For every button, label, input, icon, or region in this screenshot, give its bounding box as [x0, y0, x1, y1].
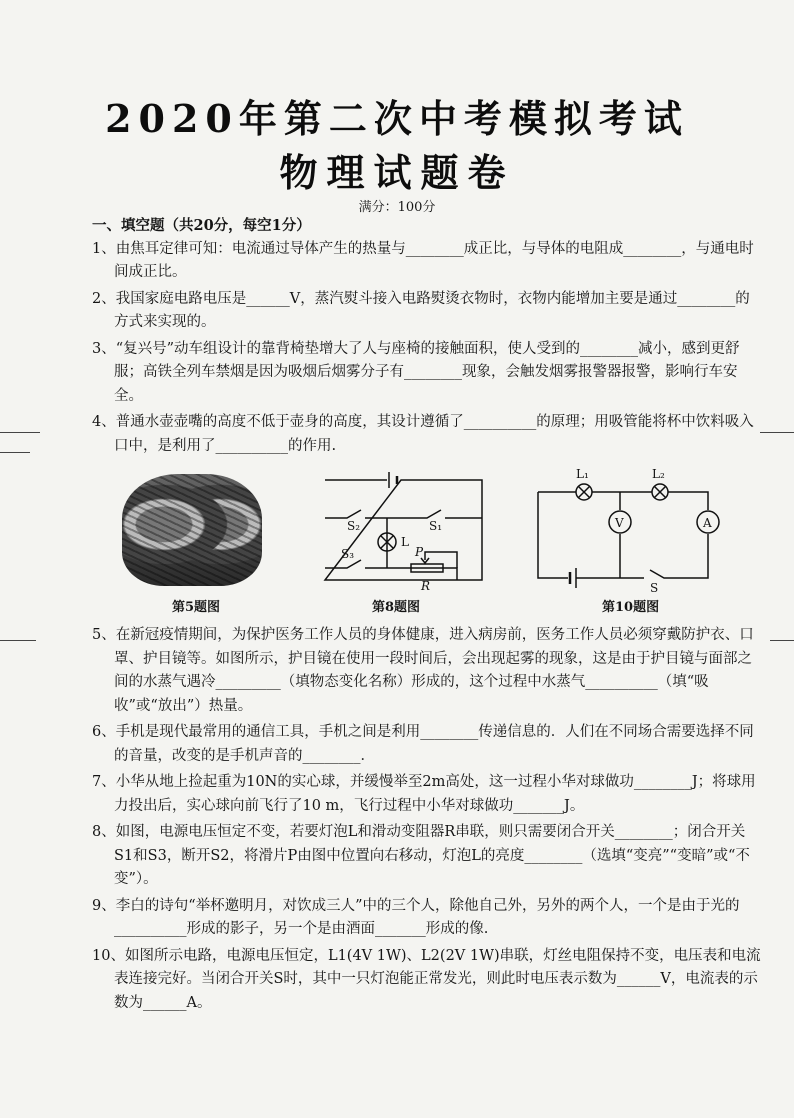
label-l1: L₁ [576, 468, 589, 481]
circuit-diagram-8 [317, 468, 487, 596]
figure-row [92, 468, 764, 620]
binding-margin-mark [770, 640, 794, 641]
exam-title: 2020年第二次中考模拟考试 [105, 96, 689, 141]
exam-subtitle: 物理试题卷 [279, 150, 515, 195]
goggles-image [122, 474, 262, 586]
question-3: 3、“复兴号”动车组设计的靠背椅垫增大了人与座椅的接触面积，使人受到的________减小，感到更舒服；高铁全列车禁烟是因为吸烟后烟雾分子有________现象，会触发烟雾报警器报警，影响行车安全。 [92, 340, 740, 404]
question-2: 2、我国家庭电路电压是______V，蒸汽熨斗接入电路熨烫衣物时，衣物内能增加主要是通过________的方式来实现的。 [92, 290, 750, 330]
question-7: 7、小华从地上捡起重为10N的实心球，并缓慢举至2m高处，这一过程小华对球做功________J；将球用力投出后，实心球向前飞行了10 m，飞行过程中小华对球做功_______J。 [92, 774, 756, 814]
figure-8-caption: 第8题图 [372, 600, 421, 615]
label-a: A [703, 516, 712, 530]
binding-margin-mark [760, 432, 794, 433]
label-s2: S₂ [347, 519, 361, 533]
figure-5 [92, 468, 292, 620]
binding-margin-mark [0, 640, 36, 641]
label-s3: S₃ [341, 547, 355, 561]
label-l: L [401, 535, 409, 549]
label-p: P [415, 545, 424, 559]
question-8: 8、如图，电源电压恒定不变，若要灯泡L和滑动变阻器R串联，则只需要闭合开关________；闭合开关S1和S3，断开S2，将滑片P由图中位置向右移动，灯泡L的亮度________（选填“变亮”“变暗”或“不变”）。 [92, 824, 750, 887]
full-score: 满分：100分 [358, 200, 436, 215]
question-1: 1、由焦耳定律可知：电流通过导体产生的热量与________成正比，与导体的电阻成________，与通电时间成正比。 [92, 240, 754, 280]
figure-10-caption: 第10题图 [602, 600, 660, 615]
binding-margin-mark [0, 432, 40, 433]
question-9: 9、李白的诗句“举杯邀明月，对饮成三人”中的三个人，除他自己外，另外的两个人，一个是由于光的__________形成的影子，另一个是由酒面_______形成的像. [92, 897, 740, 937]
figure-5-caption: 第5题图 [172, 600, 221, 615]
label-r: R [421, 579, 431, 593]
label-s: S [650, 581, 659, 595]
figure-10 [532, 468, 722, 620]
label-l2: L₂ [652, 468, 665, 481]
section-heading: 一、填空题（共20分，每空1分） [92, 217, 311, 234]
question-4: 4、普通水壶壶嘴的高度不低于壶身的高度，其设计遵循了__________的原理；用吸管能将杯中饮料吸入口中，是利用了__________的作用. [92, 414, 754, 454]
label-s1: S₁ [429, 519, 443, 533]
label-v: V [615, 516, 624, 530]
figure-8 [317, 468, 487, 620]
circuit-diagram-10 [532, 468, 722, 596]
binding-margin-mark [0, 452, 30, 453]
question-content [92, 214, 764, 1015]
question-5: 5、在新冠疫情期间，为保护医务工作人员的身体健康，进入病房前，医务工作人员必须穿戴防护衣、口罩、护目镜等。如图所示，护目镜在使用一段时间后，会出现起雾的现象，这是由于护目镜与面部之间的水蒸气遇冷_________（填物态变化名称）形成的，这个过程中水蒸气__________（填“吸收”或“放出”）热量。 [92, 627, 754, 714]
question-10: 10、如图所示电路，电源电压恒定，L1(4V 1W)、L2(2V 1W)串联，灯丝电阻保持不变，电压表和电流表连接完好。当闭合开关S时，其中一只灯泡能正常发光，则此时电压表示数为______V，电流表的示数为______A。 [92, 947, 761, 1011]
question-6: 6、手机是现代最常用的通信工具，手机之间是利用________传递信息的．人们在不同场合需要选择不同的音量，改变的是手机声音的________． [92, 724, 754, 764]
